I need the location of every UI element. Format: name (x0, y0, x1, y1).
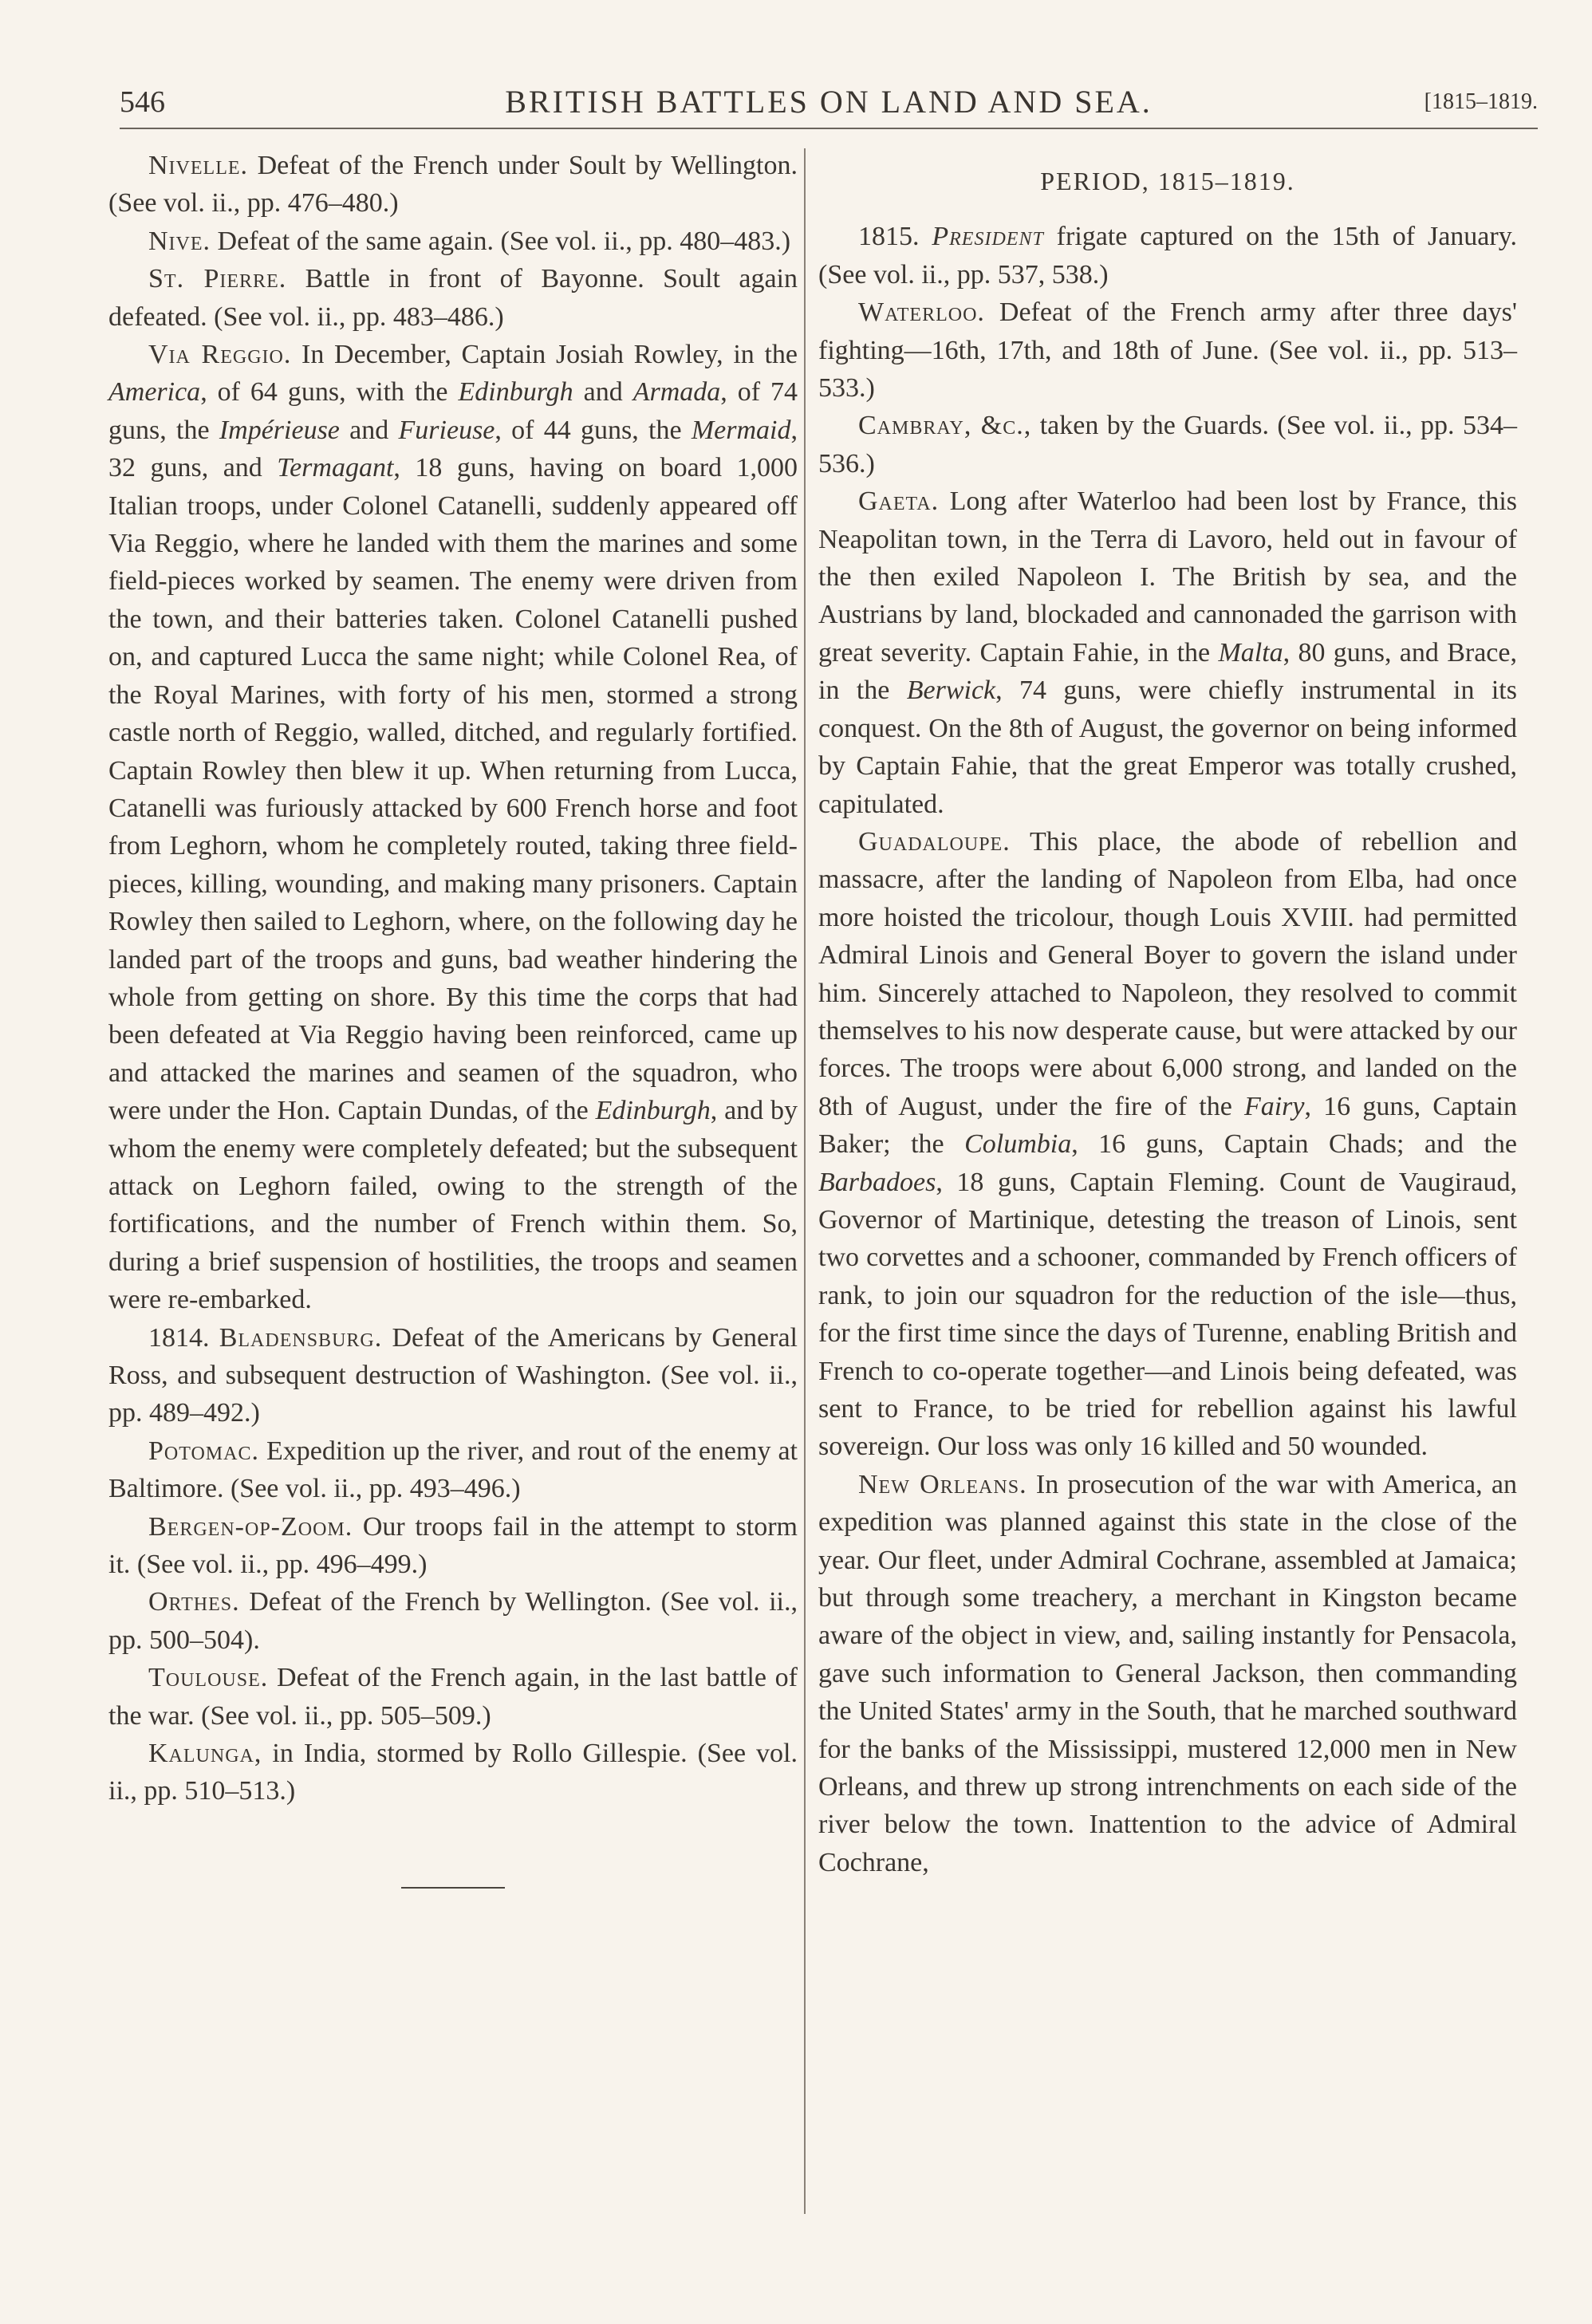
entry-bergen-op-zoom (108, 1508, 798, 1584)
page-title: BRITISH BATTLES ON LAND AND SEA. (505, 84, 1153, 120)
ship-name: Armada (632, 377, 721, 408)
entry-text: , of 74 guns, the (108, 377, 798, 445)
period-heading: PERIOD, 1815–1819. (1040, 167, 1295, 195)
ship-name: Edinburgh (595, 1096, 711, 1126)
entry-heading: Nive. (148, 226, 211, 256)
entry-text: Defeat of the French army after three days' fighting—16th, 17th, and 18th of June. (See vol. ii., pp. 513–533.) (818, 297, 1518, 404)
entry-text: and (339, 415, 399, 445)
entry-heading: Bergen-op-Zoom. (148, 1511, 353, 1542)
entry-text: Battle in front of Bayonne. Soult again defeated. (See vol. ii., pp. 483–486.) (108, 264, 798, 332)
entry-text: , of 64 guns, with the (200, 377, 459, 408)
entry-heading: Cambray, &c., (858, 411, 1032, 441)
entry-text: Defeat of the French under Soult by Wellington. (See vol. ii., pp. 476–480.) (108, 151, 798, 219)
entry-nive (108, 223, 798, 260)
entry-text: , and by whom the enemy were completely defeated; but the subsequent attack on Leghorn failed, owing to the strength of the fortifications, and the number of French within them. So, during a brief suspension of hostilities, the troops and seamen were re-embarked. (108, 1096, 798, 1315)
ship-name: Mermaid (691, 415, 791, 445)
ship-name: Malta (1218, 637, 1283, 668)
entry-text: , 80 guns, and Brace, in the (818, 637, 1517, 706)
entry-heading: Waterloo. (858, 297, 985, 328)
entry-text: , 18 guns, having on board 1,000 Italian troops, under Colonel Catanelli, suddenly appeared off Via Reggio, where he landed with them the marines and some field-pieces worked by seamen. The enemy were driven from the town, and their batteries taken. Colonel Catanelli pushed on, and captured Lucca the same night; while Colonel Rea, of the Royal Marines, with forty of his men, stormed a strong castle north of Reggio, walled, ditched, and regularly fortified. Captain Rowley then blew it up. When returning from Lucca, Catanelli was furiously attacked by 600 French horse and foot from Leghorn, whom he completely routed, taking three field-pieces, killing, wounding, and making many prisoners. Captain Rowley then sailed to Leghorn, where, on the following day he landed part of the troops and guns, bad weather hindering the whole from getting on shore. By this time the corps that had been defeated at Via Reggio having been reinforced, came up and attacked the marines and seamen of the squadron, who were under the Hon. Captain Dundas, of the (108, 453, 798, 1126)
entry-text: , 74 guns, were chiefly instrumental in its conquest. On the 8th of August, the governor on being informed by Captain Fahie, that the great Emperor was totally crushed, capitulated. (818, 676, 1517, 819)
entry-potomac (108, 1432, 798, 1508)
entry-waterloo (818, 293, 1517, 407)
entry-text: This place, the abode of rebellion and massacre, after the landing of Napoleon from Elba, had once more hoisted the tricolour, though Louis XVIII. had permitted Admiral Linois and General Boyer to govern the island under him. Sincerely attached to Napoleon, they resolved to commit themselves to his now desperate cause, but were attacked by our forces. The troops were about 6,000 strong, and landed on the 8th of August, under the fire of the (818, 826, 1517, 1121)
entry-year: 1814. (148, 1322, 210, 1353)
entry-toulouse (108, 1659, 798, 1735)
right-column (818, 147, 1517, 1881)
entry-text: , 16 guns, Captain Chads; and the (1071, 1129, 1517, 1160)
entry-text: and (573, 377, 633, 408)
entry-heading: Kalunga, (148, 1739, 262, 1769)
ship-name: Furieuse (398, 415, 495, 445)
ship-name: Termagant (277, 453, 394, 483)
entry-heading: Bladensburg. (219, 1322, 383, 1353)
entry-text: , 16 guns, Captain Baker; the (818, 1091, 1518, 1160)
page-number: 546 (120, 85, 165, 119)
entry-text: Defeat of the French by Wellington. (See vol. ii., pp. 500–504). (108, 1587, 798, 1655)
left-column (108, 147, 798, 1889)
entry-via-reggio (108, 336, 798, 1319)
entry-heading: Nivelle. (148, 151, 249, 180)
ship-name: President (932, 222, 1044, 252)
entry-heading: Orthes. (148, 1587, 240, 1617)
entry-year: 1815. (858, 222, 920, 252)
running-header (120, 80, 1538, 129)
ship-name: Impérieuse (219, 415, 340, 445)
entry-heading: Gaeta. (858, 486, 940, 517)
entry-text: Defeat of the Americans by General Ross, and subsequent destruction of Washington. (See vol. ii., pp. 489–492.) (108, 1322, 798, 1428)
entry-text: Expedition up the river, and rout of the enemy at Baltimore. (See vol. ii., pp. 493–496.) (108, 1436, 798, 1504)
entry-text: , 32 guns, and (108, 415, 798, 483)
entry-heading: Guadaloupe. (858, 826, 1011, 857)
column-divider (804, 148, 806, 2214)
ship-name: Fairy (1243, 1091, 1305, 1121)
entry-guadaloupe (818, 823, 1517, 1466)
ship-name: Columbia (964, 1129, 1072, 1160)
entry-heading: Potomac. (148, 1436, 259, 1466)
entry-st-pierre (108, 260, 798, 336)
entry-heading: Toulouse. (148, 1663, 269, 1693)
entry-text: In December, Captain Josiah Rowley, in the (301, 340, 798, 370)
ship-name: America (108, 377, 201, 408)
entry-new-orleans (818, 1466, 1517, 1881)
entry-cambray (818, 407, 1517, 483)
entry-heading: Via Reggio. (148, 340, 292, 370)
entry-text: in India, stormed by Rollo Gillespie. (See vol. ii., pp. 510–513.) (108, 1739, 798, 1806)
ship-name: Berwick (906, 676, 996, 706)
ship-name: Barbadoes (818, 1167, 936, 1197)
period-range: [1815–1819. (1424, 89, 1538, 114)
entry-president (818, 218, 1517, 293)
entry-text: Long after Waterloo had been lost by France, this Neapolitan town, in the Terra di Lavoro, held out in favour of the then exiled Napoleon I. The British by sea, and the Austrians by land, blockaded and cannonaded the garrison with great severity. Captain Fahie, in the (818, 486, 1518, 668)
entry-bladensburg (108, 1319, 798, 1432)
entry-kalunga (108, 1735, 798, 1810)
entry-nivelle (108, 147, 798, 223)
entry-text: , of 44 guns, the (495, 415, 692, 445)
ship-name: Edinburgh (458, 377, 573, 408)
entry-text: Our troops fail in the attempt to storm it. (See vol. ii., pp. 496–499.) (108, 1511, 798, 1580)
entry-text: Defeat of the same again. (See vol. ii., pp. 480–483.) (217, 226, 791, 256)
entry-heading: New Orleans. (858, 1469, 1027, 1499)
section-end-rule (401, 1887, 505, 1889)
entry-text: , 18 guns, Captain Fleming. Count de Vaugiraud, Governor of Martinique, detesting the treason of Linois, sent two corvettes and a schooner, commanded by French officers of rank, to join our squadron for the reduction of the isle—thus, for the first time since the days of Turenne, enabling British and French to co-operate together—and Linois being defeated, was sent to France, to be tried for rebellion against his lawful sovereign. Our loss was only 16 killed and 50 wounded. (818, 1167, 1517, 1462)
entry-text: taken by the Guards. (See vol. ii., pp. 534–536.) (818, 411, 1518, 479)
entry-heading: St. Pierre. (148, 264, 287, 294)
entry-orthes (108, 1583, 798, 1659)
entry-text: Defeat of the French again, in the last battle of the war. (See vol. ii., pp. 505–509.) (108, 1663, 798, 1731)
entry-gaeta (818, 483, 1517, 823)
entry-text: frigate captured on the 15th of January. (See vol. ii., pp. 537, 538.) (818, 222, 1518, 290)
entry-text: In prosecution of the war with America, an expedition was planned against this state in the close of the year. Our fleet, under Admiral Cochrane, assembled at Jamaica; but through some treachery, a merchant in Kingston became aware of the object in view, and, sailing instantly for Pensacola, gave such information to General Jackson, then commanding the United States' army in the South, that he marched southward for the banks of the Mississippi, mustered 12,000 men in New Orleans, and threw up strong intrenchments on each side of the river below the town. Inattention to the advice of Admiral Cochrane, (818, 1469, 1518, 1877)
